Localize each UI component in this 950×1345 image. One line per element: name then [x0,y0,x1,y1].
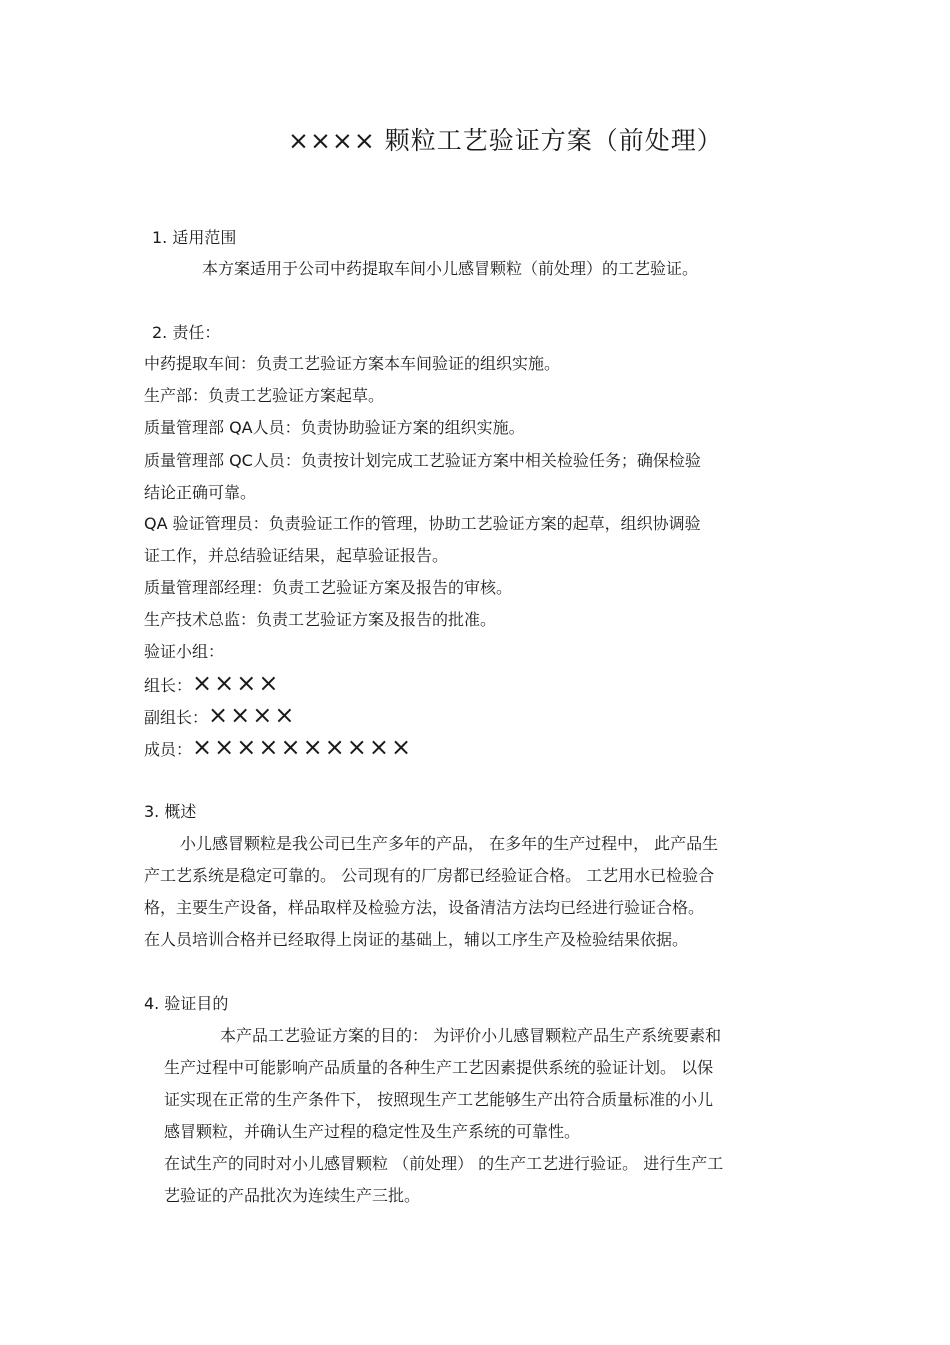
team-leader-value: ×××× [192,669,281,697]
responsibility-line: 生产技术总监：负责工艺验证方案及报告的批准。 [144,610,497,629]
overview-line: 小儿感冒颗粒是我公司已生产多年的产品， 在多年的生产过程中， 此产品生 [180,834,719,853]
document-title: ×××× 颗粒工艺验证方案（前处理） [288,126,723,155]
responsibility-line: 生产部：负责工艺验证方案起草。 [144,386,385,405]
team-leader-label: 组长： [144,676,193,695]
responsibility-line: 质量管理部 QA人员：负责协助验证方案的组织实施。 [144,418,525,437]
team-heading: 验证小组： [144,642,225,661]
purpose-line: 感冒颗粒，并确认生产过程的稳定性及生产系统的可靠性。 [164,1122,581,1141]
responsibility-line: 质量管理部 QC人员：负责按计划完成工艺验证方案中相关检验任务；确保检验 [144,451,701,470]
team-deputy-label: 副组长： [144,708,209,727]
section-3-heading: 3. 概述 [144,802,197,821]
section-2-heading: 2. 责任： [152,323,221,342]
team-leader-row [144,669,281,697]
purpose-line: 生产过程中可能影响产品质量的各种生产工艺因素提供系统的验证计划。 以保 [164,1058,714,1077]
section-1-body: 本方案适用于公司中药提取车间小儿感冒颗粒（前处理）的工艺验证。 [202,259,699,278]
overview-line: 格，主要生产设备，样品取样及检验方法，设备清洁方法均已经进行验证合格。 [144,898,705,917]
purpose-line: 证实现在正常的生产条件下， 按照现生产工艺能够生产出符合质量标准的小儿 [164,1090,714,1109]
team-members-label: 成员： [144,740,193,759]
team-members-value: ×××××××××× [192,733,414,761]
team-deputy-row [144,701,297,729]
responsibility-line: 质量管理部经理：负责工艺验证方案及报告的审核。 [144,578,513,597]
section-4-heading: 4. 验证目的 [144,994,229,1013]
section-1-heading: 1. 适用范围 [152,228,237,247]
team-members-row [144,733,414,761]
responsibility-line: 证工作，并总结验证结果，起草验证报告。 [144,546,449,565]
purpose-line: 艺验证的产品批次为连续生产三批。 [164,1186,421,1205]
purpose-line: 在试生产的同时对小儿感冒颗粒 （前处理） 的生产工艺进行验证。 进行生产工 [164,1154,724,1173]
responsibility-line: 结论正确可靠。 [144,483,257,502]
overview-line: 在人员培训合格并已经取得上岗证的基础上，辅以工序生产及检验结果依据。 [144,930,689,949]
responsibility-line: QA 验证管理员：负责验证工作的管理，协助工艺验证方案的起草，组织协调验 [144,514,701,533]
purpose-line: 本产品工艺验证方案的目的： 为评价小儿感冒颗粒产品生产系统要素和 [220,1026,722,1045]
team-deputy-value: ×××× [208,701,297,729]
responsibility-line: 中药提取车间：负责工艺验证方案本车间验证的组织实施。 [144,354,561,373]
overview-line: 产工艺系统是稳定可靠的。 公司现有的厂房都已经验证合格。 工艺用水已检验合 [144,866,715,885]
